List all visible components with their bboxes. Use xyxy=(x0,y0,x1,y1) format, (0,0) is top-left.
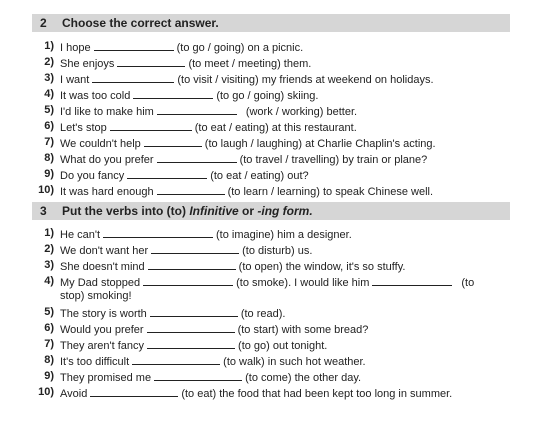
section-2-title: Choose the correct answer. xyxy=(62,16,219,30)
answer-blank[interactable] xyxy=(148,259,236,270)
answer-blank[interactable] xyxy=(103,227,213,238)
section-3-title: Put the verbs into (to) Infinitive or -ing form. xyxy=(62,204,313,218)
answer-blank[interactable] xyxy=(92,72,174,83)
answer-blank[interactable] xyxy=(133,88,213,99)
answer-blank[interactable] xyxy=(151,243,239,254)
answer-blank[interactable] xyxy=(157,184,225,195)
answer-blank[interactable] xyxy=(127,168,207,179)
section-3-number: 3 xyxy=(40,204,47,218)
answer-blank[interactable] xyxy=(132,354,220,365)
answer-blank[interactable] xyxy=(154,370,242,381)
answer-blank[interactable] xyxy=(117,56,185,67)
section-3-header xyxy=(32,202,510,220)
section-2-number: 2 xyxy=(40,16,47,30)
answer-blank[interactable] xyxy=(94,40,174,51)
worksheet-page: 2 Choose the correct answer. 1) I hope (to go / going) on a picnic. 2) She enjoys (to meet / meeting) them. 3) I want (to visit / visiting) my friends at weekend on holidays. 4) It was too cold (to go / going) skiing. 5) I'd like to make him (work / working) better. 6) Let's stop (to eat / eating) at this restaurant. 7) We couldn't help (to laugh / laughing) at Charlie Chaplin's acting. 8) What do you prefer (to travel / travelling) by train or plane? 9) Do you fancy (to eat / eating) out? 10) It was hard enough (to learn / learning) to speak Chinese well. 3 Put the verbs into (to) Infinitive or -ing form. 1) He can't (to imagine) him a designer. 2) We don't want her (to disturb) us. 3) She doesn't mind (to open) the window, it's so stuffy. 4) My Dad stopped (to smoke). I would like him (to stop) smoking! 5) The story is worth (to read). 6) Would you prefer (to start) with some bread? 7) They aren't fancy (to go) out tonight. 8) It's too difficult (to walk) in such hot weather. 9) They promised me (to come) the other day. 10) Avoid (to eat) the food that had been kept too long in summer. xyxy=(0,0,535,424)
answer-blank[interactable] xyxy=(150,306,238,317)
answer-blank[interactable] xyxy=(147,338,235,349)
answer-blank[interactable] xyxy=(157,152,237,163)
answer-blank[interactable] xyxy=(157,104,237,115)
answer-blank[interactable] xyxy=(147,322,235,333)
answer-blank[interactable] xyxy=(90,386,178,397)
answer-blank[interactable] xyxy=(110,120,192,131)
answer-blank[interactable] xyxy=(144,136,202,147)
section-2-header xyxy=(32,14,510,32)
answer-blank[interactable] xyxy=(372,275,452,286)
answer-blank[interactable] xyxy=(143,275,233,286)
